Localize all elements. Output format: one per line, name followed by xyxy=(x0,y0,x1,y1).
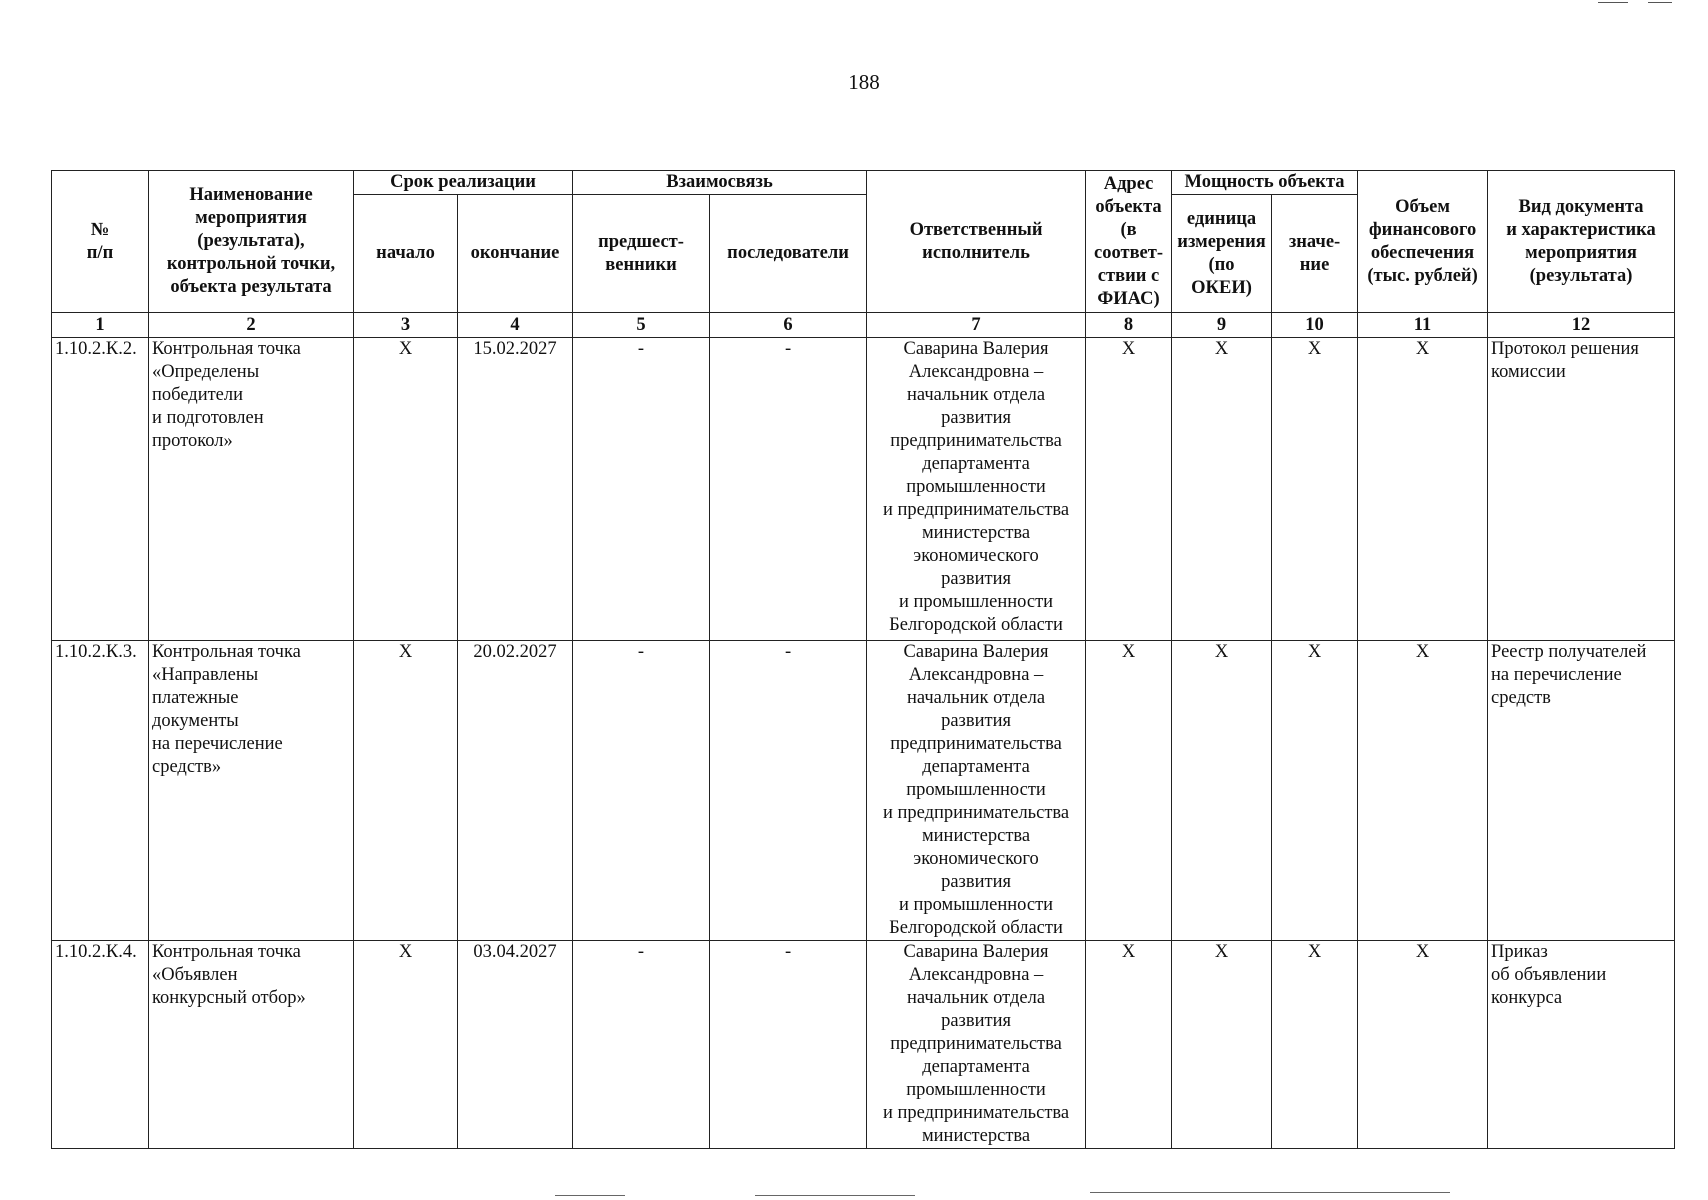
column-number: 7 xyxy=(867,313,1086,338)
column-number: 6 xyxy=(710,313,867,338)
cell-end: 03.04.2027 xyxy=(458,941,573,1149)
cell-unit: Х xyxy=(1172,338,1272,641)
cell-name: Контрольная точка «Объявлен конкурсный отбор» xyxy=(149,941,354,1149)
table-row xyxy=(52,641,1675,941)
table-row xyxy=(52,941,1675,1149)
cell-unit: Х xyxy=(1172,941,1272,1149)
cell-name: Контрольная точка «Направлены платежные документы на перечисление средств» xyxy=(149,641,354,941)
cell-predecessors: - xyxy=(573,641,710,941)
cell-start: Х xyxy=(354,338,458,641)
cell-successors: - xyxy=(710,641,867,941)
plan-table xyxy=(51,170,1675,1149)
page-number: 188 xyxy=(848,70,880,94)
cell-address: Х xyxy=(1086,641,1172,941)
cell-end: 20.02.2027 xyxy=(458,641,573,941)
column-number-row xyxy=(52,313,1675,338)
cell-unit: Х xyxy=(1172,641,1272,941)
cell-predecessors: - xyxy=(573,338,710,641)
cell-start: Х xyxy=(354,941,458,1149)
cell-funding: Х xyxy=(1358,941,1488,1149)
header-col-3: начало xyxy=(354,195,458,313)
column-number: 10 xyxy=(1272,313,1358,338)
cell-value: Х xyxy=(1272,641,1358,941)
cell-funding: Х xyxy=(1358,641,1488,941)
cell-executor: Саварина Валерия Александровна – начальник отдела развития предпринимательства департамента промышленности и предпринимательства министерства экономического развития и промышленности Белгородской области xyxy=(867,641,1086,941)
cell-funding: Х xyxy=(1358,338,1488,641)
cell-address: Х xyxy=(1086,338,1172,641)
header-col-7: Ответственный исполнитель xyxy=(867,171,1086,313)
header-col-11: Объем финансового обеспечения (тыс. рублей) xyxy=(1358,171,1488,313)
cell-address: Х xyxy=(1086,941,1172,1149)
table-body xyxy=(52,338,1675,1149)
header-col-10: значе- ние xyxy=(1272,195,1358,313)
cell-document: Протокол решения комиссии xyxy=(1488,338,1675,641)
column-number: 12 xyxy=(1488,313,1675,338)
header-group-link: Взаимосвязь xyxy=(573,171,867,195)
cell-start: Х xyxy=(354,641,458,941)
column-number: 4 xyxy=(458,313,573,338)
cell-executor: Саварина Валерия Александровна – начальник отдела развития предпринимательства департамента промышленности и предпринимательства министерства xyxy=(867,941,1086,1149)
header-col-9: единица измерения (по ОКЕИ) xyxy=(1172,195,1272,313)
cell-name: Контрольная точка «Определены победители и подготовлен протокол» xyxy=(149,338,354,641)
header-col-6: последователи xyxy=(710,195,867,313)
cell-successors: - xyxy=(710,338,867,641)
column-number: 1 xyxy=(52,313,149,338)
header-col-12: Вид документа и характеристика мероприятия (результата) xyxy=(1488,171,1675,313)
column-number: 5 xyxy=(573,313,710,338)
top-scan-marks xyxy=(1598,0,1678,6)
column-number: 2 xyxy=(149,313,354,338)
column-number: 9 xyxy=(1172,313,1272,338)
table-row xyxy=(52,338,1675,641)
cell-number: 1.10.2.К.3. xyxy=(52,641,149,941)
cell-end: 15.02.2027 xyxy=(458,338,573,641)
header-col-4: окончание xyxy=(458,195,573,313)
cell-value: Х xyxy=(1272,338,1358,641)
header-col-1: № п/п xyxy=(52,171,149,313)
cell-document: Реестр получателей на перечисление средств xyxy=(1488,641,1675,941)
column-number: 3 xyxy=(354,313,458,338)
cell-value: Х xyxy=(1272,941,1358,1149)
cell-number: 1.10.2.К.2. xyxy=(52,338,149,641)
header-group-power: Мощность объекта xyxy=(1172,171,1358,195)
cell-number: 1.10.2.К.4. xyxy=(52,941,149,1149)
cell-successors: - xyxy=(710,941,867,1149)
table-header xyxy=(52,171,1675,338)
column-number: 8 xyxy=(1086,313,1172,338)
header-col-2: Наименование мероприятия (результата), контрольной точки, объекта результата xyxy=(149,171,354,313)
header-col-8: Адрес объекта (в соответ- ствии с ФИАС) xyxy=(1086,171,1172,313)
cell-document: Приказ об объявлении конкурса xyxy=(1488,941,1675,1149)
header-group-term: Срок реализации xyxy=(354,171,573,195)
column-number: 11 xyxy=(1358,313,1488,338)
cell-executor: Саварина Валерия Александровна – начальник отдела развития предпринимательства департамента промышленности и предпринимательства министерства экономического развития и промышленности Белгородской области xyxy=(867,338,1086,641)
header-col-5: предшест- венники xyxy=(573,195,710,313)
cell-predecessors: - xyxy=(573,941,710,1149)
